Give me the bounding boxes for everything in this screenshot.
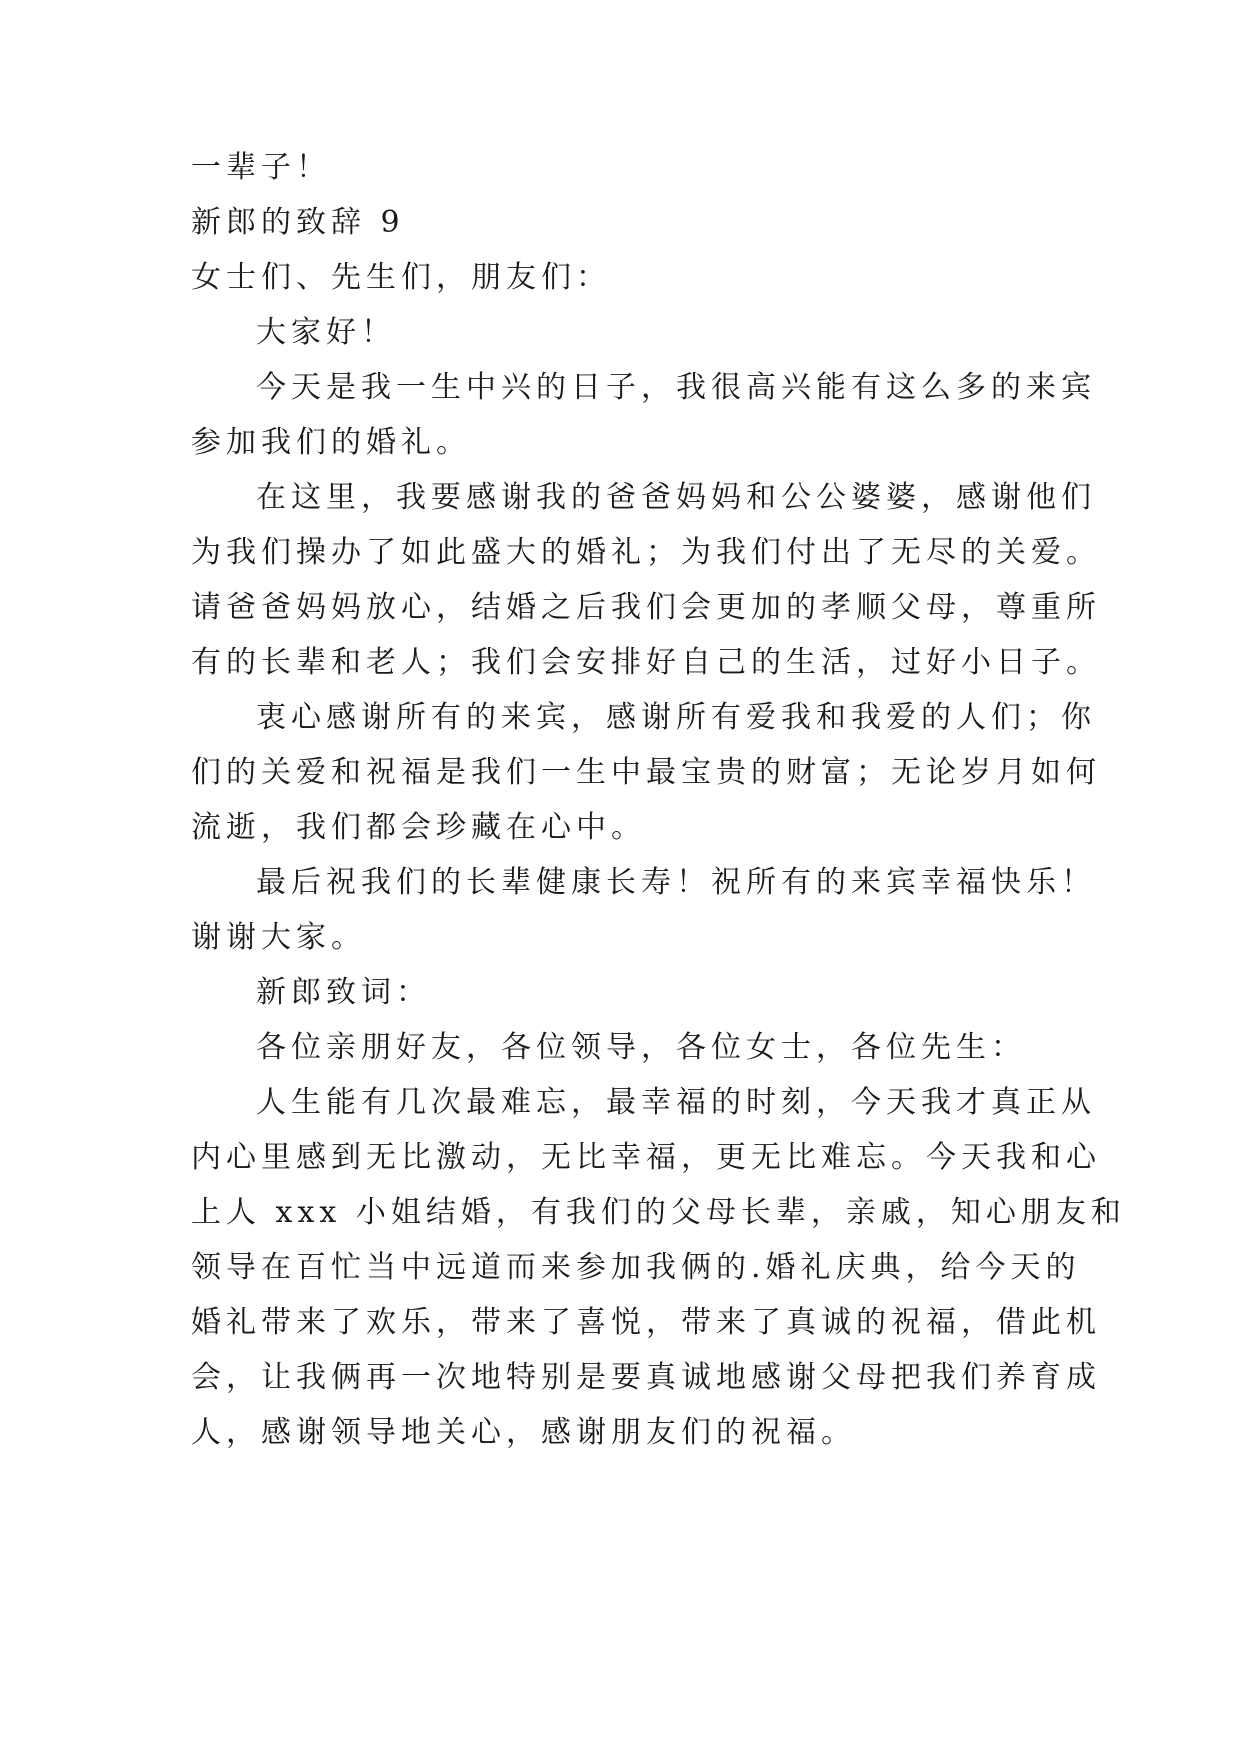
greeting: 大家好！	[256, 315, 396, 350]
text-line: 一辈子！	[191, 150, 331, 185]
section-heading: 新郎的致辞 9	[191, 205, 405, 240]
paragraph-line: 衷心感谢所有的来宾，感谢所有爱我和我爱的人们；你	[256, 700, 1096, 735]
paragraph-line: 会，让我俩再一次地特别是要真诚地感谢父母把我们养育成	[191, 1360, 1101, 1395]
paragraph-line: 人生能有几次最难忘，最幸福的时刻，今天我才真正从	[256, 1085, 1096, 1120]
paragraph-line: 今天是我一生中兴的日子，我很高兴能有这么多的来宾	[256, 370, 1096, 405]
paragraph-line: 为我们操办了如此盛大的婚礼；为我们付出了无尽的关爱。	[191, 535, 1101, 570]
paragraph-line: 内心里感到无比激动，无比幸福，更无比难忘。今天我和心	[191, 1140, 1101, 1175]
paragraph-line: 在这里，我要感谢我的爸爸妈妈和公公婆婆，感谢他们	[256, 480, 1096, 515]
paragraph-line: 们的关爱和祝福是我们一生中最宝贵的财富；无论岁月如何	[191, 755, 1101, 790]
paragraph-line: 领导在百忙当中远道而来参加我俩的.婚礼庆典，给今天的	[191, 1250, 1081, 1285]
paragraph-line: 婚礼带来了欢乐，带来了喜悦，带来了真诚的祝福，借此机	[191, 1305, 1101, 1340]
paragraph-line: 谢谢大家。	[191, 920, 366, 955]
paragraph-line: 人，感谢领导地关心，感谢朋友们的祝福。	[191, 1415, 856, 1450]
paragraph-line: 参加我们的婚礼。	[191, 425, 471, 460]
paragraph-line: 上人 xxx 小姐结婚，有我们的父母长辈，亲戚，知心朋友和	[191, 1195, 1126, 1230]
paragraph-line: 最后祝我们的长辈健康长寿！祝所有的来宾幸福快乐！	[256, 865, 1096, 900]
salutation: 各位亲朋好友，各位领导，各位女士，各位先生：	[256, 1030, 1026, 1065]
paragraph-line: 有的长辈和老人；我们会安排好自己的生活，过好小日子。	[191, 645, 1101, 680]
salutation: 女士们、先生们，朋友们：	[191, 260, 611, 295]
section-heading: 新郎致词：	[256, 975, 431, 1010]
paragraph-line: 流逝，我们都会珍藏在心中。	[191, 810, 646, 845]
paragraph-line: 请爸爸妈妈放心，结婚之后我们会更加的孝顺父母，尊重所	[191, 590, 1101, 625]
